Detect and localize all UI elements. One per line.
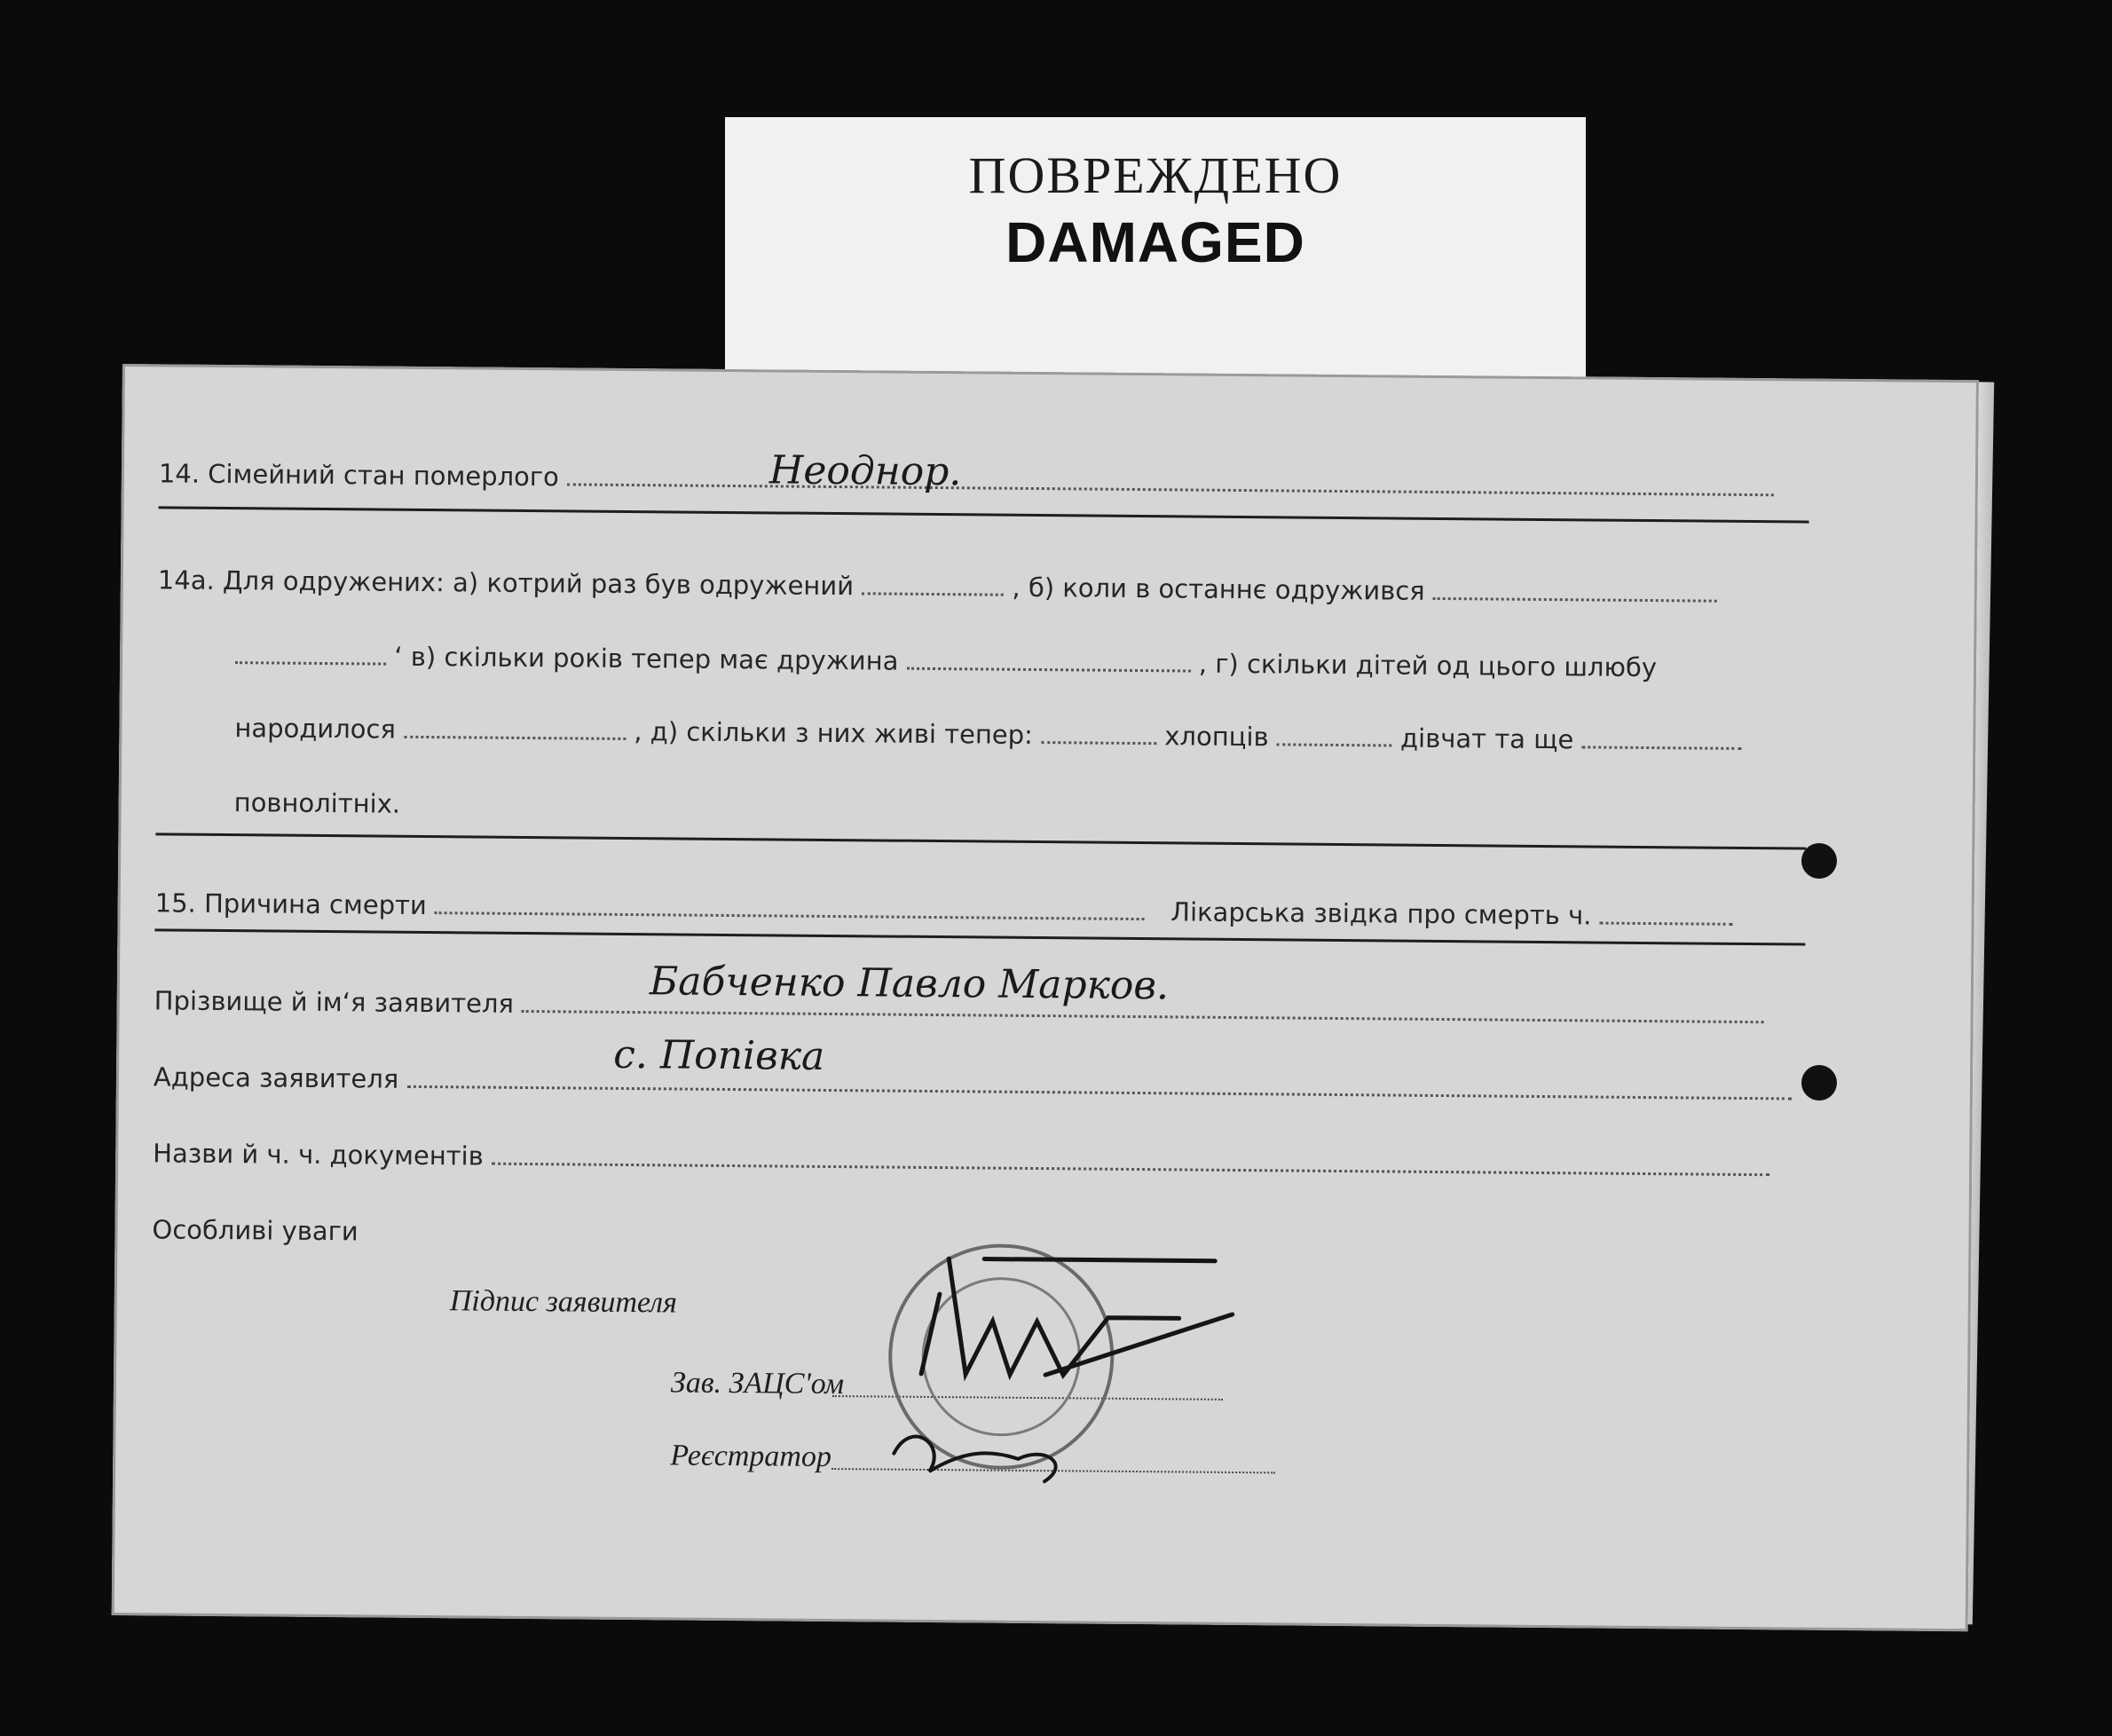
remarks-label: Особливі уваги [152,1214,359,1247]
applicant-name-label: Прізвище й ім‘я заявителя [154,985,515,1019]
dots [862,572,1004,596]
dots [1041,722,1156,745]
field-15-label: 15. Причина смерти [154,888,427,921]
field-14-label: 14. Сімейний стан померлого [158,458,560,493]
field-14a-boys-label: хлопців [1164,721,1269,753]
field-14-row [159,458,1774,502]
field-14a-row-4 [234,787,401,819]
documents-row [153,1138,1769,1182]
official-seal-and-signatures [840,1240,1269,1510]
field-14a-d-label: , д) скільки з них живі тепер: [634,716,1034,750]
signature-applicant-label: Підпис заявителя [449,1284,677,1320]
field-14a-a-label: 14а. Для одружених: а) котрий раз був одружений [157,564,855,602]
divider-rule [159,506,1809,523]
field-14-handwritten: Неоднор. [768,447,962,495]
dots [1277,723,1392,746]
field-14a-row-1 [158,564,1717,608]
field-14a-b-label: , б) коли в останнє одружився [1012,572,1425,606]
divider-rule [155,832,1806,849]
damaged-label-card [725,117,1586,383]
dots [1581,726,1741,750]
field-14a-v-label: ‘ в) скільки років тепер має дружина [394,641,899,676]
punch-hole [1801,843,1837,879]
dots [1433,578,1717,603]
registrar-signature-icon [894,1436,1056,1481]
field-14a-adult-label: повнолітніх. [233,787,401,819]
dots [235,642,386,665]
field-14a-g-label: , г) скільки дітей од цього шлюбу [1198,648,1658,683]
signature-registrar-label: Реєстратор [670,1439,832,1474]
divider-rule [154,928,1805,945]
punch-hole [1801,1065,1837,1101]
field-15-cert-label: Лікарська звідка про смерть ч. [1170,896,1592,931]
applicant-address-handwritten: с. Попівка [613,1031,825,1079]
field-14a-row-3 [234,713,1741,756]
dots [1600,903,1733,926]
field-14-dots [567,463,1774,496]
damaged-label-english: DAMAGED [1005,210,1305,274]
field-15-row [155,888,1733,932]
applicant-address-row [154,1061,1792,1106]
dots [907,648,1191,673]
dots [435,892,1145,920]
signature-head-label: Зав. ЗАЦС'ом [670,1366,845,1401]
field-14a-born-label: народилося [234,713,397,745]
death-record-form [112,364,1979,1631]
field-14a-girls-label: дівчат та ще [1399,722,1574,755]
dots [492,1143,1769,1177]
documents-label: Назви й ч. ч. документів [153,1138,484,1172]
applicant-address-label: Адреса заявителя [153,1061,399,1094]
remarks-row [152,1214,359,1246]
applicant-name-handwritten: Бабченко Павло Марков. [649,959,1170,1009]
damaged-label-ukrainian: ПОВРЕЖДЕНО [968,146,1343,204]
dots [404,716,626,740]
field-14a-row-2 [235,640,1657,683]
